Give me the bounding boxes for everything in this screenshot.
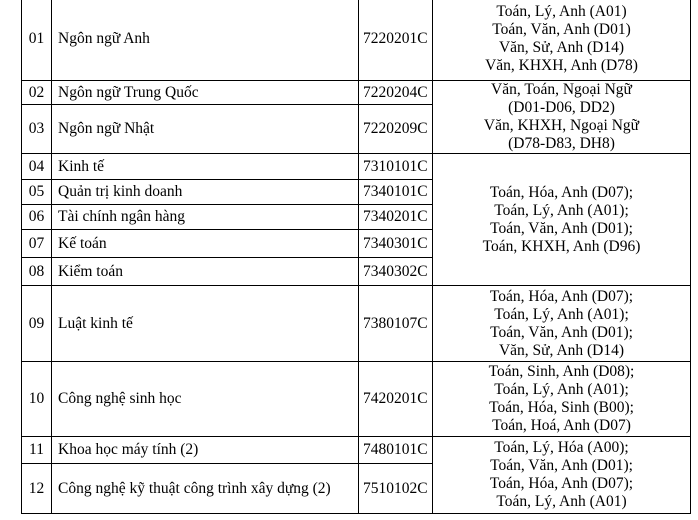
major-code: 7220204C bbox=[359, 81, 433, 105]
subject-combinations bbox=[433, 0, 691, 81]
combo-line: Toán, Lý, Hóa (A00); bbox=[494, 439, 629, 456]
combo-line: Toán, Lý, Anh (A01); bbox=[494, 201, 629, 219]
major-code: 7420201C bbox=[359, 362, 433, 437]
major-name: Kinh tế bbox=[52, 154, 359, 180]
major-name: Tài chính ngân hàng bbox=[52, 205, 359, 230]
combo-line: Văn, KHXH, Ngoại Ngữ bbox=[483, 117, 640, 134]
table-row bbox=[22, 81, 691, 105]
major-code: 7310101C bbox=[359, 154, 433, 180]
table-row bbox=[22, 154, 691, 180]
combo-line: (D01-D06, DD2) bbox=[508, 99, 615, 116]
combo-line: Toán, Văn, Anh (D01); bbox=[490, 323, 633, 341]
admission-table bbox=[21, 0, 691, 514]
row-stt: 09 bbox=[22, 286, 52, 362]
combo-line: Toán, Hóa, Sinh (B00); bbox=[489, 399, 634, 416]
combo-line: Toán, Hóa, Anh (D07); bbox=[489, 475, 634, 492]
combo-line: Toán, Hoá, Anh (D07) bbox=[492, 417, 631, 434]
major-name: Quản trị kinh doanh bbox=[52, 180, 359, 205]
row-stt: 12 bbox=[22, 464, 52, 514]
combo-line: Toán, Văn, Anh (D01) bbox=[492, 20, 631, 38]
row-stt: 03 bbox=[22, 105, 52, 154]
combo-line: Toán, Sinh, Anh (D08); bbox=[488, 363, 635, 380]
row-stt: 06 bbox=[22, 205, 52, 230]
table-row bbox=[22, 362, 691, 437]
combo-line: Toán, Lý, Anh (A01) bbox=[496, 2, 627, 20]
major-name: Kiểm toán bbox=[52, 258, 359, 286]
combo-line: Văn, Toán, Ngoại Ngữ bbox=[491, 81, 632, 98]
combo-line: Toán, Hóa, Anh (D07); bbox=[489, 287, 634, 305]
subject-combinations bbox=[433, 81, 691, 154]
combo-line: Toán, Hóa, Anh (D07); bbox=[489, 183, 634, 201]
major-code: 7380107C bbox=[359, 286, 433, 362]
major-name: Ngôn ngữ Nhật bbox=[52, 105, 359, 154]
combo-line: Văn, KHXH, Anh (D78) bbox=[485, 56, 638, 74]
major-code: 7340301C bbox=[359, 230, 433, 258]
subject-combinations bbox=[433, 437, 691, 514]
combo-line: Toán, Lý, Anh (A01); bbox=[494, 305, 629, 323]
major-name: Ngôn ngữ Trung Quốc bbox=[52, 81, 359, 105]
major-code: 7510102C bbox=[359, 464, 433, 514]
row-stt: 04 bbox=[22, 154, 52, 180]
major-code: 7340201C bbox=[359, 205, 433, 230]
row-stt: 08 bbox=[22, 258, 52, 286]
row-stt: 10 bbox=[22, 362, 52, 437]
row-stt: 05 bbox=[22, 180, 52, 205]
table-row bbox=[22, 437, 691, 464]
combo-line: Toán, Lý, Anh (A01) bbox=[496, 493, 627, 510]
major-code: 7340101C bbox=[359, 180, 433, 205]
major-name: Khoa học máy tính (2) bbox=[52, 437, 359, 464]
combo-line: Toán, Lý, Anh (A01); bbox=[494, 381, 629, 398]
combo-line: Toán, Văn, Anh (D01); bbox=[490, 457, 633, 474]
row-stt: 01 bbox=[22, 0, 52, 81]
major-name: Công nghệ sinh học bbox=[52, 362, 359, 437]
combo-line: (D78-D83, DH8) bbox=[508, 135, 615, 152]
major-code: 7220209C bbox=[359, 105, 433, 154]
major-name: Công nghệ kỹ thuật công trình xây dựng (2) bbox=[52, 464, 359, 514]
major-code: 7340302C bbox=[359, 258, 433, 286]
row-stt: 02 bbox=[22, 81, 52, 105]
subject-combinations bbox=[433, 286, 691, 362]
major-name: Kế toán bbox=[52, 230, 359, 258]
subject-combinations bbox=[433, 362, 691, 437]
combo-line: Toán, KHXH, Anh (D96) bbox=[482, 237, 641, 255]
combo-line: Văn, Sử, Anh (D14) bbox=[498, 341, 625, 359]
subject-combinations bbox=[433, 154, 691, 286]
row-stt: 11 bbox=[22, 437, 52, 464]
major-name: Ngôn ngữ Anh bbox=[52, 0, 359, 81]
row-stt: 07 bbox=[22, 230, 52, 258]
table-row bbox=[22, 286, 691, 362]
major-code: 7480101C bbox=[359, 437, 433, 464]
major-code: 7220201C bbox=[359, 0, 433, 81]
combo-line: Văn, Sử, Anh (D14) bbox=[498, 38, 625, 56]
table-row bbox=[22, 0, 691, 81]
major-name: Luật kinh tế bbox=[52, 286, 359, 362]
combo-line: Toán, Văn, Anh (D01); bbox=[490, 219, 633, 237]
